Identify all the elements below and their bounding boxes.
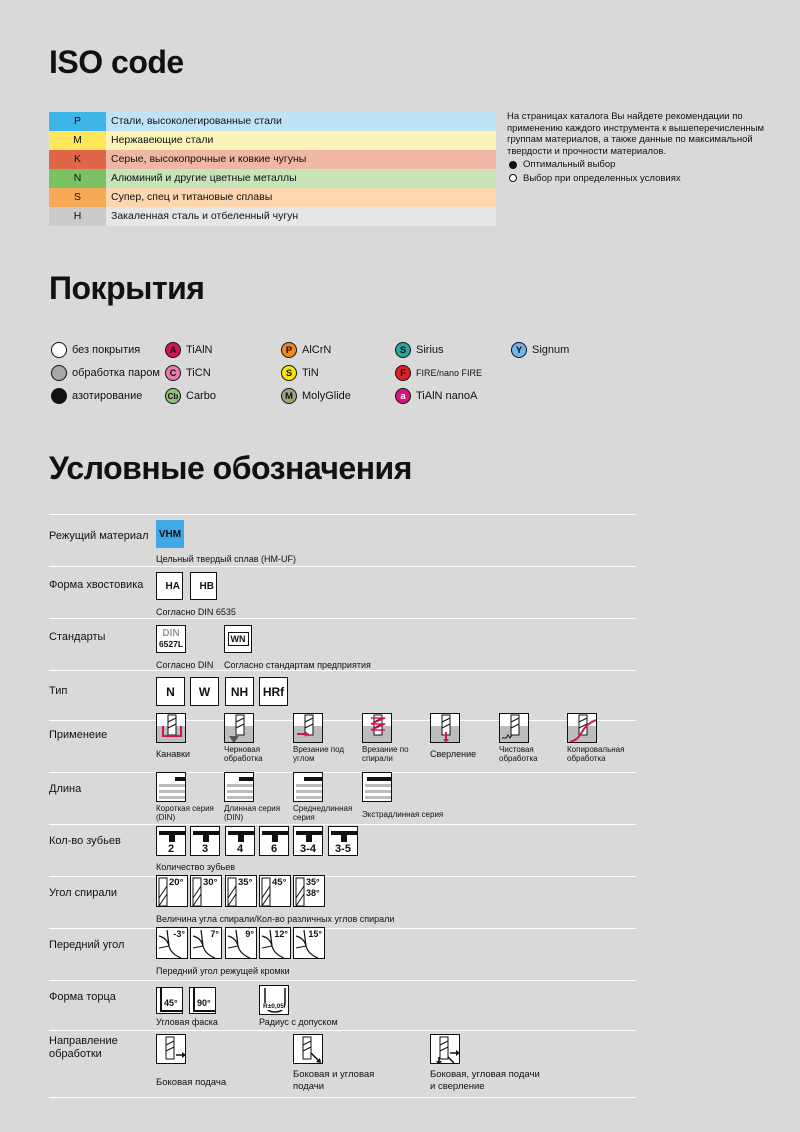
vhm-badge: VHM [156,520,184,548]
iso-row [49,207,496,226]
iso-code: K [49,150,106,169]
application-caption: Чистовая обработка [499,745,538,763]
coating-symbol-icon [51,342,67,358]
shank-ha-icon [156,572,183,600]
row-shank [49,566,636,618]
teeth-value: 3 [201,843,209,855]
coating-symbol-icon: a [395,388,411,404]
coating-label: TiN [302,367,319,379]
helix-value-b: 38° [306,888,320,898]
iso-desc: Супер, спец и титановые сплавы [111,191,273,203]
coating-item [511,342,569,358]
iso-desc: Закаленная сталь и отбеленный чугун [111,210,299,222]
coating-item [281,342,331,358]
coating-symbol-icon: M [281,388,297,404]
row-length [49,772,636,824]
coating-item [281,365,319,381]
row-cutting-material [49,514,636,566]
coating-item [165,388,216,404]
legend-conditional [507,173,777,185]
iso-code: N [49,169,106,188]
wn-label: WN [228,632,249,646]
coating-symbol-icon: Y [511,342,527,358]
rake-value: -3° [173,929,185,939]
coating-item [395,365,482,381]
row-label: Форма торца [49,991,116,1003]
teeth-icon [293,826,323,856]
iso-desc: Стали, высоколегированные стали [111,115,282,127]
chamfer-45-label: 45° [164,998,178,1008]
direction-icon [430,1034,460,1064]
caption: Передний угол режущей кромки [156,966,290,976]
direction-icon [293,1034,323,1064]
coating-label: Signum [532,344,570,356]
iso-row [49,169,496,188]
row-helix [49,876,636,928]
rake-value: 12° [274,929,288,939]
teeth-value: 4 [236,843,244,855]
application-icon [224,713,254,743]
coating-item [165,365,211,381]
row-rake [49,928,636,980]
coating-symbol-icon: F [395,365,411,381]
filled-dot-icon [509,161,517,169]
chamfer-90-label: 90° [197,998,211,1008]
row-label: Форма хвостовика [49,579,144,591]
coating-label: обработка паром [72,367,160,379]
rake-value: 15° [308,929,322,939]
helix-icon [190,875,222,907]
helix-icon [156,875,188,907]
legend-optimal-label: Оптимальный выбор [523,159,616,170]
type-hrf-badge: HRf [259,677,288,706]
iso-code: H [49,207,106,226]
application-caption: Канавки [156,749,190,759]
teeth-value: 3-5 [335,843,351,855]
type-nh-badge: NH [225,677,254,706]
application-caption: Врезание под углом [293,745,345,763]
caption: Цельный твердый сплав (HM-UF) [156,554,297,564]
hollow-dot-icon [509,174,517,182]
coating-label: Sirius [416,344,444,356]
application-caption: Сверление [430,749,477,759]
teeth-value: 6 [270,843,278,855]
radius-label: R±0,05 [263,1003,284,1010]
helix-icon [293,875,325,907]
rake-value: 7° [210,929,219,939]
application-caption: Черновая обработка [224,745,263,763]
coating-symbol-icon: S [281,365,297,381]
coating-label: FIRE/nano FIRE [416,368,483,378]
application-caption: Врезание по спирали [362,745,409,763]
row-label: Тип [49,685,68,697]
row-application [49,720,636,772]
din-top: DIN [162,628,180,639]
helix-value: 45° [272,877,287,888]
helix-value: 20° [169,877,184,888]
direction-caption: Боковая, угловая подачи и сверление [430,1069,540,1092]
iso-note: На страницах каталога Вы найдете рекомендации по применению каждого инструмента к вышеперечисленным группам материалов, а также данные по максимальной твердости и прочности материалов. [507,111,765,157]
rake-icon [293,927,325,959]
iso-table [49,112,496,226]
coating-symbol-icon [51,365,67,381]
length-icon [293,772,323,802]
iso-code: M [49,131,106,150]
coating-item [165,342,212,358]
row-label: Применеие [49,729,108,741]
coating-label: без покрытия [72,344,141,356]
coating-symbol-icon: C [165,365,181,381]
coating-label: азотирование [72,390,143,402]
caption-din: Согласно DIN [156,660,214,670]
legend-optimal [507,159,777,171]
coating-label: TiCN [186,367,211,379]
application-icon [362,713,392,743]
type-w-badge: W [190,677,219,706]
din-icon [156,625,186,653]
row-label: Передний угол [49,939,125,951]
caption: Величина угла спирали/Кол-во различных углов спирали [156,914,395,924]
helix-icon [259,875,291,907]
rake-icon [225,927,257,959]
rake-value: 9° [245,929,254,939]
rake-icon [190,927,222,959]
iso-title: ISO code [49,44,184,80]
coating-item [395,342,444,358]
caption-wn: Согласно стандартам предприятия [224,660,371,670]
iso-desc: Алюминий и другие цветные металлы [111,172,297,184]
iso-code: P [49,112,106,131]
length-caption: Среднедлинная серия [293,804,353,822]
caption: Согласно DIN 6535 [156,607,236,617]
length-icon [224,772,254,802]
row-type [49,670,636,720]
rake-icon [259,927,291,959]
coating-symbol-icon [51,388,67,404]
row-label: Направление обработки [49,1035,118,1060]
row-label: Кол-во зубьев [49,835,121,847]
row-label: Угол спирали [49,887,118,899]
coating-item [51,388,142,404]
row-direction [49,1030,636,1098]
caption: Количество зубьев [156,862,236,872]
iso-desc: Серые, высокопрочные и ковкие чугуны [111,153,307,165]
application-icon [499,713,529,743]
coating-symbol-icon: S [395,342,411,358]
rake-icon [156,927,188,959]
wn-icon [224,625,252,653]
row-label: Длина [49,783,82,795]
coating-item [51,365,160,381]
length-icon [362,772,392,802]
length-icon [156,772,186,802]
iso-code: S [49,188,106,207]
length-caption: Длинная серия (DIN) [224,804,281,822]
iso-row [49,188,496,207]
row-standards [49,618,636,670]
iso-desc: Нержавеющие стали [111,134,214,146]
coating-label: Carbo [186,390,216,402]
radius-icon [259,985,289,1015]
coating-label: TiAlN nanoA [416,390,478,402]
direction-icon [156,1034,186,1064]
length-caption: Экстрадлинная серия [362,810,444,819]
application-icon [430,713,460,743]
helix-value: 30° [203,877,218,888]
coating-symbol-icon: A [165,342,181,358]
teeth-value: 3-4 [300,843,316,855]
coating-label: AlCrN [302,344,332,356]
direction-caption: Боковая и угловая подачи [293,1069,375,1092]
teeth-icon [190,826,220,856]
helix-value-a: 35° [306,877,320,887]
application-icon [293,713,323,743]
legend-conditional-label: Выбор при определенных условиях [523,172,681,184]
teeth-value: 2 [167,843,175,855]
row-end-form [49,980,636,1030]
row-label: Стандарты [49,631,106,643]
coating-symbol-icon: P [281,342,297,358]
application-caption: Копировальная обработка [567,745,625,763]
coating-label: TiAlN [186,344,213,356]
coating-item [281,388,351,404]
coatings-title: Покрытия [49,270,205,306]
coating-symbol-icon: Cb [165,388,181,404]
caption-chamfer: Угловая фаска [156,1017,218,1027]
application-icon [567,713,597,743]
symbols-title: Условные обозначения [49,450,412,486]
iso-row [49,112,496,131]
chamfer-90-icon [189,987,216,1014]
application-icon [156,713,186,743]
row-teeth [49,824,636,876]
teeth-icon [328,826,358,856]
length-caption: Короткая серия (DIN) [156,804,214,822]
iso-row [49,150,496,169]
direction-caption: Боковая подача [156,1077,227,1088]
helix-value: 35° [238,877,253,888]
coating-item [51,342,140,358]
helix-icon [225,875,257,907]
chamfer-45-icon [156,987,183,1014]
iso-row [49,131,496,150]
teeth-icon [225,826,255,856]
caption-radius: Радиус с допуском [259,1017,338,1027]
coating-label: MolyGlide [302,390,351,402]
teeth-icon [259,826,289,856]
teeth-icon [156,826,186,856]
din-bottom: 6527L [158,639,184,649]
shank-hb-label: HB [199,580,214,592]
type-n-badge: N [156,677,185,706]
shank-hb-icon [190,572,217,600]
shank-ha-label: HA [165,580,180,592]
row-label: Режущий материал [49,530,149,542]
coating-item [395,388,477,404]
iso-legend [507,111,777,184]
